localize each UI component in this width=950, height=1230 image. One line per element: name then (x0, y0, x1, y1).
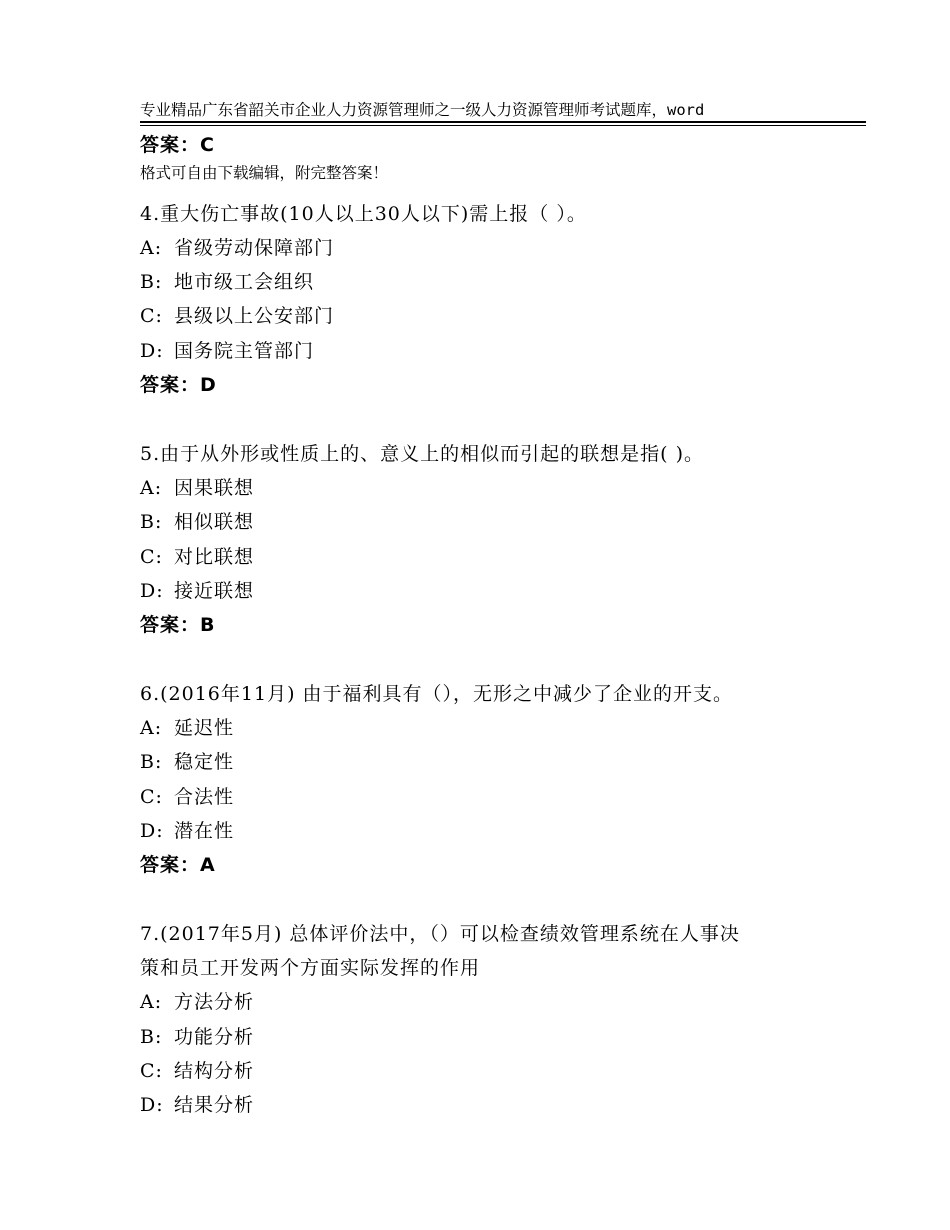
option-letter: A: (140, 991, 163, 1014)
option-text: 延迟性 (174, 717, 235, 740)
option-a (140, 231, 860, 265)
header-rule-thick (140, 121, 866, 123)
option-d (140, 1088, 860, 1122)
spacer (140, 883, 860, 917)
option-letter: C: (140, 305, 163, 328)
question-stem: 6.(2016年11月) 由于福利具有（），无形之中减少了企业的开支。 (140, 682, 734, 705)
option-a (140, 471, 860, 505)
option-text: 方法分析 (174, 991, 255, 1014)
option-letter: C: (140, 1060, 163, 1083)
option-c (140, 780, 860, 814)
option-d (140, 574, 860, 608)
option-b (140, 745, 860, 779)
option-text: 合法性 (174, 785, 235, 808)
question-7 (140, 917, 860, 1123)
spacer (140, 162, 860, 196)
option-d (140, 814, 860, 848)
option-c (140, 1054, 860, 1088)
option-letter: B: (140, 751, 163, 774)
option-c (140, 299, 860, 333)
question-6 (140, 677, 860, 883)
answer: 答案：D (140, 374, 217, 397)
option-letter: C: (140, 545, 163, 568)
question-stem: 7.(2017年5月) 总体评价法中，（）可以检查绩效管理系统在人事决 (140, 922, 740, 945)
option-letter: D: (140, 1094, 164, 1117)
option-c (140, 540, 860, 574)
header-line-1: 专业精品广东省韶关市企业人力资源管理师之一级人力资源管理师考试题库，word (140, 101, 705, 119)
option-text: 接近联想 (174, 579, 255, 602)
question-stem: 5.由于从外形或性质上的、意义上的相似而引起的联想是指( )。 (140, 442, 704, 465)
option-letter: C: (140, 785, 163, 808)
question-list (140, 128, 860, 1123)
option-a (140, 711, 860, 745)
option-letter: A: (140, 717, 163, 740)
option-a (140, 985, 860, 1019)
question-4 (140, 197, 860, 403)
option-letter: D: (140, 579, 164, 602)
option-letter: A: (140, 236, 163, 259)
previous-answer: 答案：C (140, 134, 215, 156)
option-text: 功能分析 (174, 1025, 255, 1048)
header-line-2: 格式可自由下载编辑，附完整答案！ (140, 164, 389, 182)
option-letter: B: (140, 1025, 163, 1048)
spacer (140, 642, 860, 676)
answer: 答案：B (140, 614, 216, 637)
option-b (140, 505, 860, 539)
answer: 答案：A (140, 854, 216, 877)
option-b (140, 1020, 860, 1054)
option-text: 因果联想 (174, 476, 255, 499)
option-text: 相似联想 (174, 511, 255, 534)
option-text: 省级劳动保障部门 (174, 236, 335, 259)
option-letter: D: (140, 339, 164, 362)
option-b (140, 265, 860, 299)
option-letter: A: (140, 476, 163, 499)
spacer (140, 402, 860, 436)
question-5 (140, 437, 860, 643)
option-text: 潜在性 (174, 819, 235, 842)
question-stem-cont: 策和员工开发两个方面实际发挥的作用 (140, 957, 481, 980)
option-text: 对比联想 (174, 545, 255, 568)
option-text: 县级以上公安部门 (174, 305, 335, 328)
option-text: 地市级工会组织 (174, 271, 315, 294)
option-letter: B: (140, 511, 163, 534)
option-text: 稳定性 (174, 751, 235, 774)
option-text: 结果分析 (174, 1094, 255, 1117)
option-letter: D: (140, 819, 164, 842)
question-stem: 4.重大伤亡事故(10人以上30人以下)需上报（ ）。 (140, 202, 587, 225)
header-rule-thin (140, 125, 866, 126)
option-text: 国务院主管部门 (174, 339, 315, 362)
option-text: 结构分析 (174, 1060, 255, 1083)
option-d (140, 334, 860, 368)
option-letter: B: (140, 271, 163, 294)
